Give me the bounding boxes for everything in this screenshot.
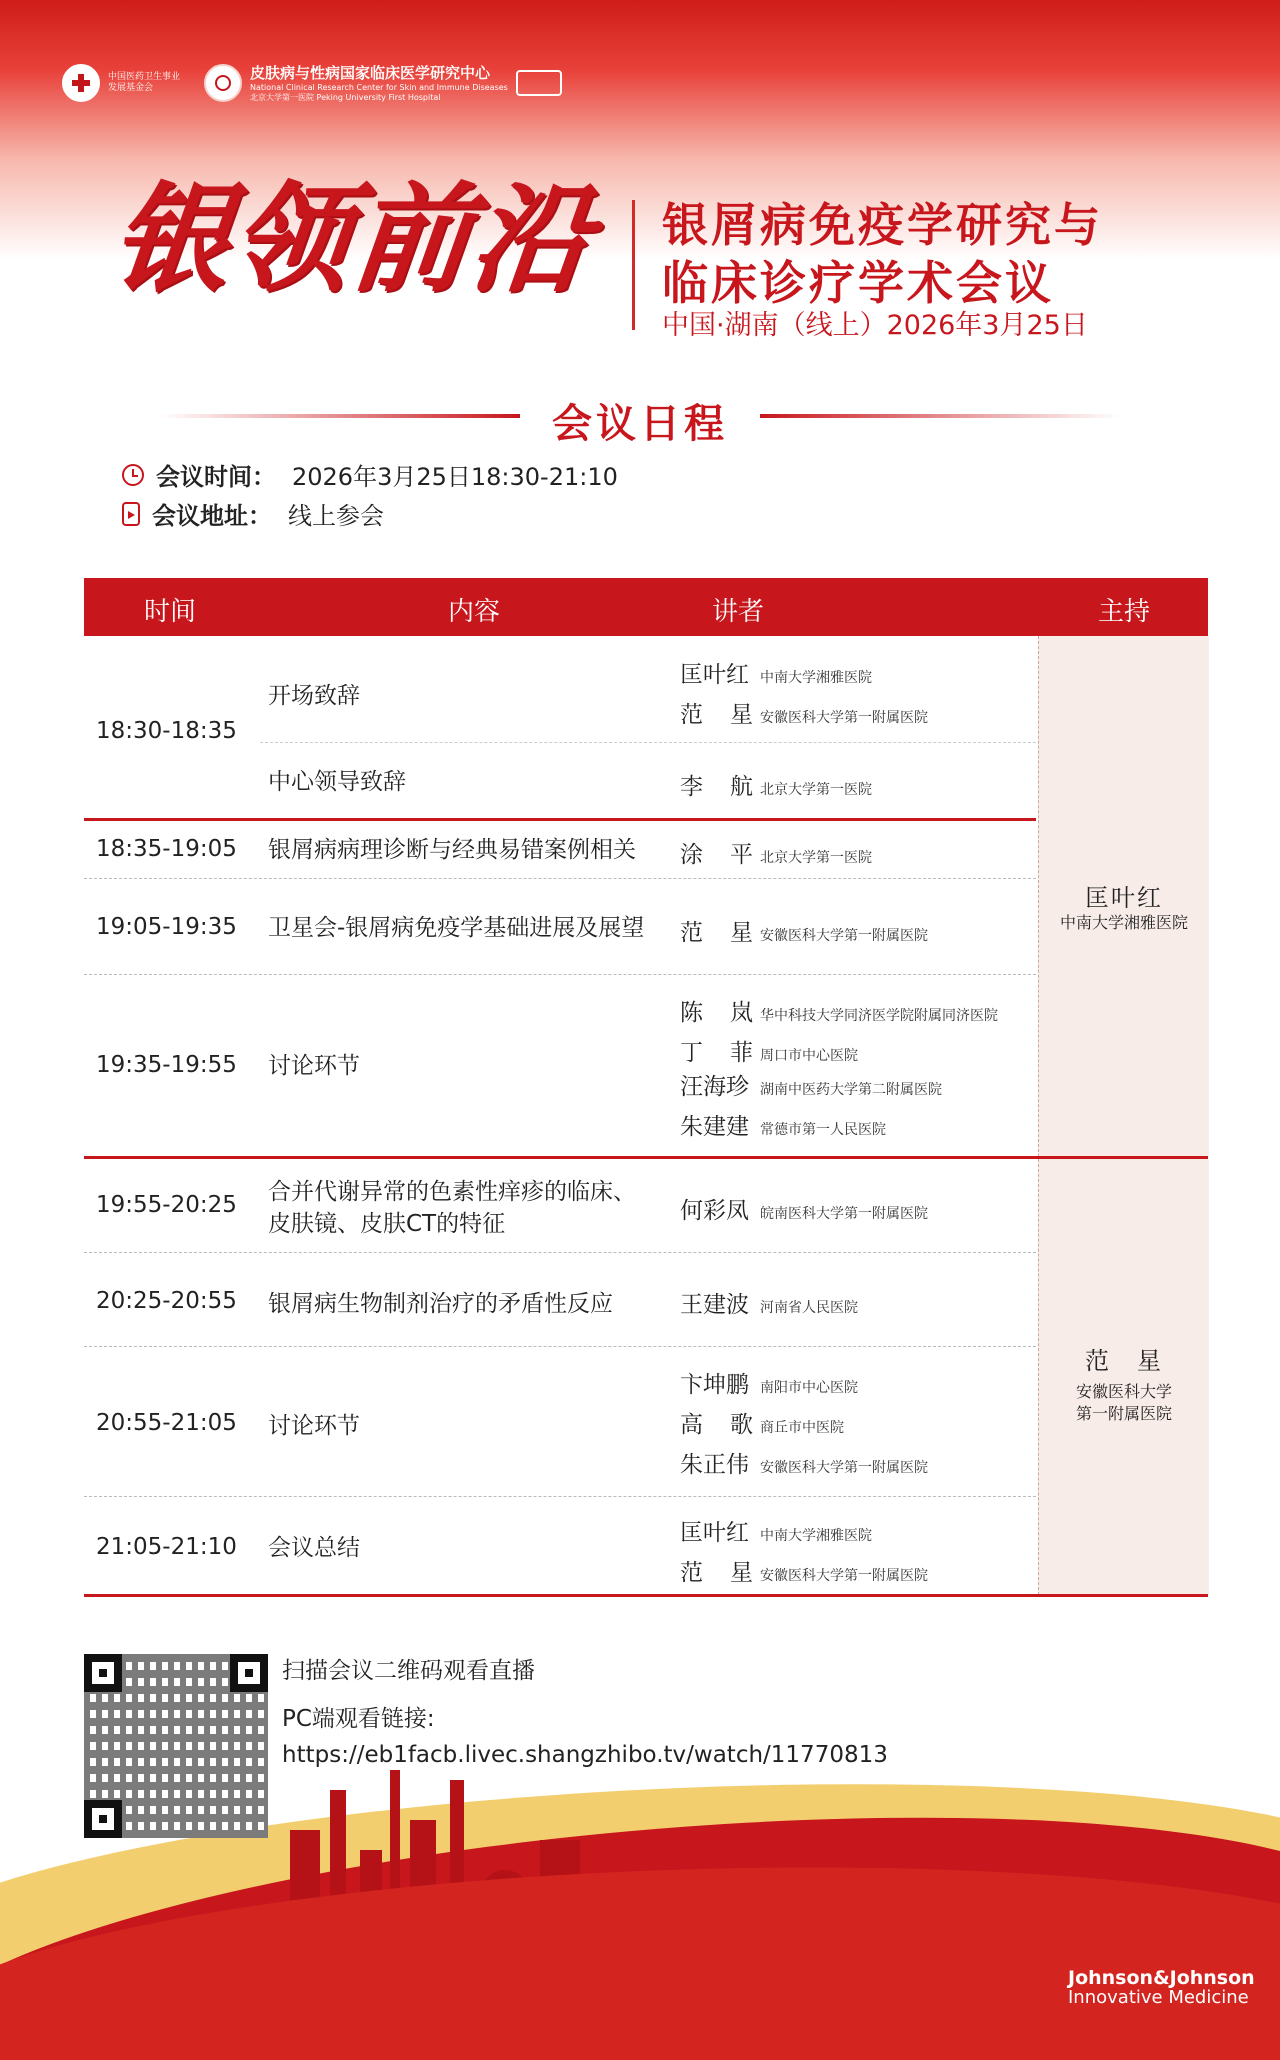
speaker: 陈 岚 华中科技大学同济医学院附属同济医院 xyxy=(680,1000,998,1026)
org-logo-text: 中国医药卫生事业发展基金会 xyxy=(108,71,181,93)
heading-line-right xyxy=(760,414,1120,418)
row-time: 19:05-19:35 xyxy=(96,914,237,940)
qr-code[interactable] xyxy=(84,1654,268,1838)
logo-bar xyxy=(62,62,562,103)
row-time: 19:55-20:25 xyxy=(96,1192,237,1218)
speaker: 汪海珍 湖南中医药大学第二附属医院 xyxy=(680,1074,942,1100)
row-content: 银屑病生物制剂治疗的矛盾性反应 xyxy=(268,1291,613,1317)
center-seal-icon xyxy=(204,64,242,102)
speaker: 何彩凤 皖南医科大学第一附属医院 xyxy=(680,1198,928,1224)
cross-logo-icon xyxy=(62,64,100,102)
col-speaker: 讲者 xyxy=(712,597,765,627)
row-time: 20:25-20:55 xyxy=(96,1288,237,1314)
section-divider xyxy=(84,818,1036,821)
row-divider xyxy=(84,1496,1036,1497)
table-bottom-line xyxy=(84,1594,1208,1597)
row-time: 18:30-18:35 xyxy=(96,718,237,744)
hospital-logo-icon xyxy=(516,70,562,96)
row-content: 讨论环节 xyxy=(268,1413,360,1439)
conference-date: 中国·湖南（线上）2026年3月25日 xyxy=(662,310,1088,341)
speaker: 王建波 河南省人民医院 xyxy=(680,1292,858,1318)
scan-instruction: 扫描会议二维码观看直播 xyxy=(282,1658,535,1684)
clock-icon xyxy=(122,464,144,486)
conference-title: 银屑病免疫学研究与 临床诊疗学术会议 xyxy=(662,198,1103,310)
speaker: 范 星 安徽医科大学第一附属医院 xyxy=(680,920,928,946)
speaker: 范 星 安徽医科大学第一附属医院 xyxy=(680,702,928,728)
speaker: 丁 菲 周口市中心医院 xyxy=(680,1040,858,1066)
row-content: 开场致辞 xyxy=(268,683,360,709)
row-time: 21:05-21:10 xyxy=(96,1534,237,1560)
row-time: 18:35-19:05 xyxy=(96,836,237,862)
meeting-time: 会议时间： 2026年3月25日18:30-21:10 xyxy=(122,457,618,492)
speaker: 高 歌 商丘市中医院 xyxy=(680,1412,844,1438)
row-content: 讨论环节 xyxy=(268,1053,360,1079)
row-divider xyxy=(84,1252,1036,1253)
host-cell: 范 星 安徽医科大学 第一附属医院 xyxy=(1038,1159,1209,1595)
row-divider xyxy=(84,974,1036,975)
speaker: 朱建建 常德市第一人民医院 xyxy=(680,1114,886,1140)
row-content: 中心领导致辞 xyxy=(268,769,406,795)
speaker: 卞坤鹏 南阳市中心医院 xyxy=(680,1372,858,1398)
speaker: 朱正伟 安徽医科大学第一附属医院 xyxy=(680,1452,928,1478)
col-host: 主持 xyxy=(1098,597,1151,627)
schedule-heading: 会议日程 xyxy=(552,401,728,447)
live-url-link[interactable]: https://eb1facb.livec.shangzhibo.tv/watch/11770813 xyxy=(282,1742,888,1768)
speaker: 范 星 安徽医科大学第一附属医院 xyxy=(680,1560,928,1586)
pc-link-label: PC端观看链接: xyxy=(282,1706,435,1732)
meeting-place: 会议地址： 线上参会 xyxy=(122,496,384,531)
main-title: 银领前沿 xyxy=(104,169,600,308)
sponsor-logo: Johnson&Johnson Innovative Medicine xyxy=(1068,1967,1255,2008)
speaker: 匡叶红 中南大学湘雅医院 xyxy=(680,662,872,688)
row-divider xyxy=(260,742,1036,743)
row-time: 20:55-21:05 xyxy=(96,1410,237,1436)
center-name: 皮肤病与性病国家临床医学研究中心 xyxy=(250,64,491,82)
org-logo xyxy=(62,64,186,102)
title-divider xyxy=(632,200,635,330)
schedule-table-header xyxy=(84,578,1208,636)
heading-line-left xyxy=(160,414,520,418)
row-content: 合并代谢异常的色素性痒疹的临床、 皮肤镜、皮肤CT的特征 xyxy=(268,1179,636,1237)
row-divider xyxy=(84,1346,1036,1347)
col-content: 内容 xyxy=(448,597,501,627)
col-time: 时间 xyxy=(144,597,197,627)
center-logo xyxy=(204,62,562,103)
section-divider xyxy=(84,1156,1208,1159)
speaker: 李 航 北京大学第一医院 xyxy=(680,774,872,800)
center-name-en: National Clinical Research Center for Skin and Immune Diseases xyxy=(250,83,508,92)
row-content: 会议总结 xyxy=(268,1535,360,1561)
speaker: 匡叶红 中南大学湘雅医院 xyxy=(680,1520,872,1546)
row-time: 19:35-19:55 xyxy=(96,1052,237,1078)
hospital-name: 北京大学第一医院 Peking University First Hospital xyxy=(250,93,441,102)
row-content: 银屑病病理诊断与经典易错案例相关 xyxy=(268,837,636,863)
speaker: 涂 平 北京大学第一医院 xyxy=(680,842,872,868)
row-divider xyxy=(84,878,1036,879)
row-content: 卫星会-银屑病免疫学基础进展及展望 xyxy=(268,915,645,941)
host-cell: 匡叶红 中南大学湘雅医院 xyxy=(1038,636,1209,1157)
phone-play-icon xyxy=(122,502,140,526)
